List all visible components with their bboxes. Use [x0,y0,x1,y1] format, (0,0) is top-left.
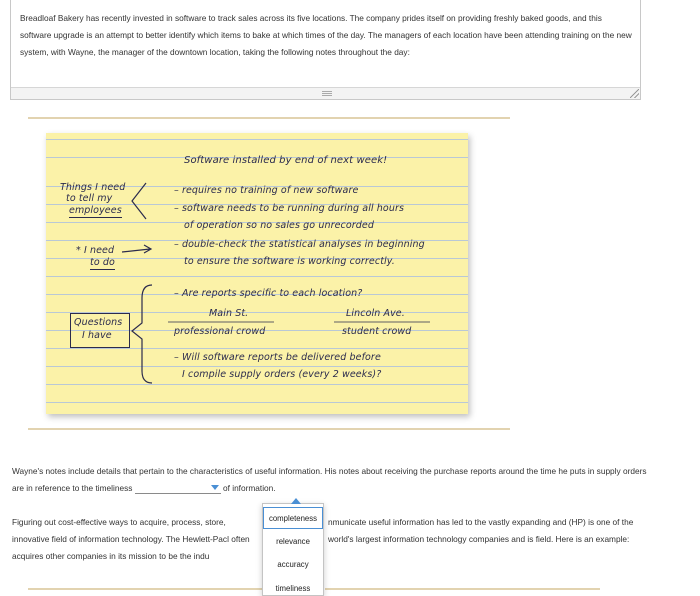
note-line-student: student crowd [342,326,412,337]
divider-middle [28,428,510,430]
dropdown-menu [262,503,324,596]
intro-text: Breadloaf Bakery has recently invested in software to track sales across its five locations. The company prides itself on providing freshly baked goods, and this software upgrade is an attempt to better identify which items to bake at which times of the day. The managers of each location have been attending training on the new system, with Wayne, the manager of the downtown location, taking the following notes throughout the day: [20,13,632,57]
note-line: I compile supply orders (every 2 weeks)? [182,369,382,380]
side-label-employees-1: Things I need [60,182,126,193]
menu-pointer-icon [291,498,301,504]
note-line-lincoln-ave: Lincoln Ave. [346,308,405,319]
option-accuracy[interactable]: accuracy [277,560,309,569]
note-line: – double-check the statistical analyses in beginning [174,239,425,250]
question-text-after: of information. [223,483,276,493]
note-line: – Are reports specific to each location? [174,288,363,299]
note-line: – requires no training of new software [174,185,359,196]
arrow-todo-icon [122,245,151,253]
question-paragraph [12,463,652,497]
note-line-professional: professional crowd [174,326,266,337]
option-completeness[interactable]: completeness [263,507,323,529]
question-text-before: Wayne's notes include details that pertain to the characteristics of useful information. His notes about receiving the purchase reports around the time he puts in supply orders are in reference to the timeliness [12,466,647,493]
sticky-note [46,133,468,414]
divider-bottom [28,588,262,590]
option-timeliness[interactable]: timeliness [275,584,311,593]
drag-grip-icon[interactable] [322,91,332,96]
paragraph2-left: Figuring out cost-effective ways to acquire, process, store, innovative field of information technology. The Hewlett-Pacl often acquires other companies in its mission to be the indu [12,517,250,561]
side-label-employees-2: to tell my [66,193,113,204]
side-label-todo-1: * I need [76,245,115,256]
side-label-todo-2: to do [90,257,115,268]
option-relevance[interactable]: relevance [276,537,310,546]
paragraph2-right: nmunicate useful information has led to the vastly expanding and (HP) is one of the world's largest information technology companies and is field. Here is an example: [328,517,634,544]
bracket-employees-icon [132,183,146,219]
divider-top [28,117,510,119]
intro-textarea[interactable] [10,0,641,100]
note-line: – Will software reports be delivered before [174,352,381,363]
note-line: to ensure the software is working correctly. [184,256,395,267]
side-label-questions-2: I have [82,330,112,341]
resize-handle-icon[interactable] [630,89,639,98]
answer-dropdown[interactable] [135,482,221,494]
note-line-main-st: Main St. [209,308,249,319]
side-label-questions-1: Questions [74,317,123,328]
note-line: – software needs to be running during all hours [174,203,404,214]
note-line: of operation so no sales go unrecorded [184,220,374,231]
caret-down-icon[interactable] [211,485,219,490]
textarea-footer [11,87,640,99]
note-title: Software installed by end of next week! [184,155,388,166]
bracket-questions-icon [132,285,152,383]
side-label-employees-3: employees [69,205,122,216]
divider-bottom-right [325,588,600,590]
